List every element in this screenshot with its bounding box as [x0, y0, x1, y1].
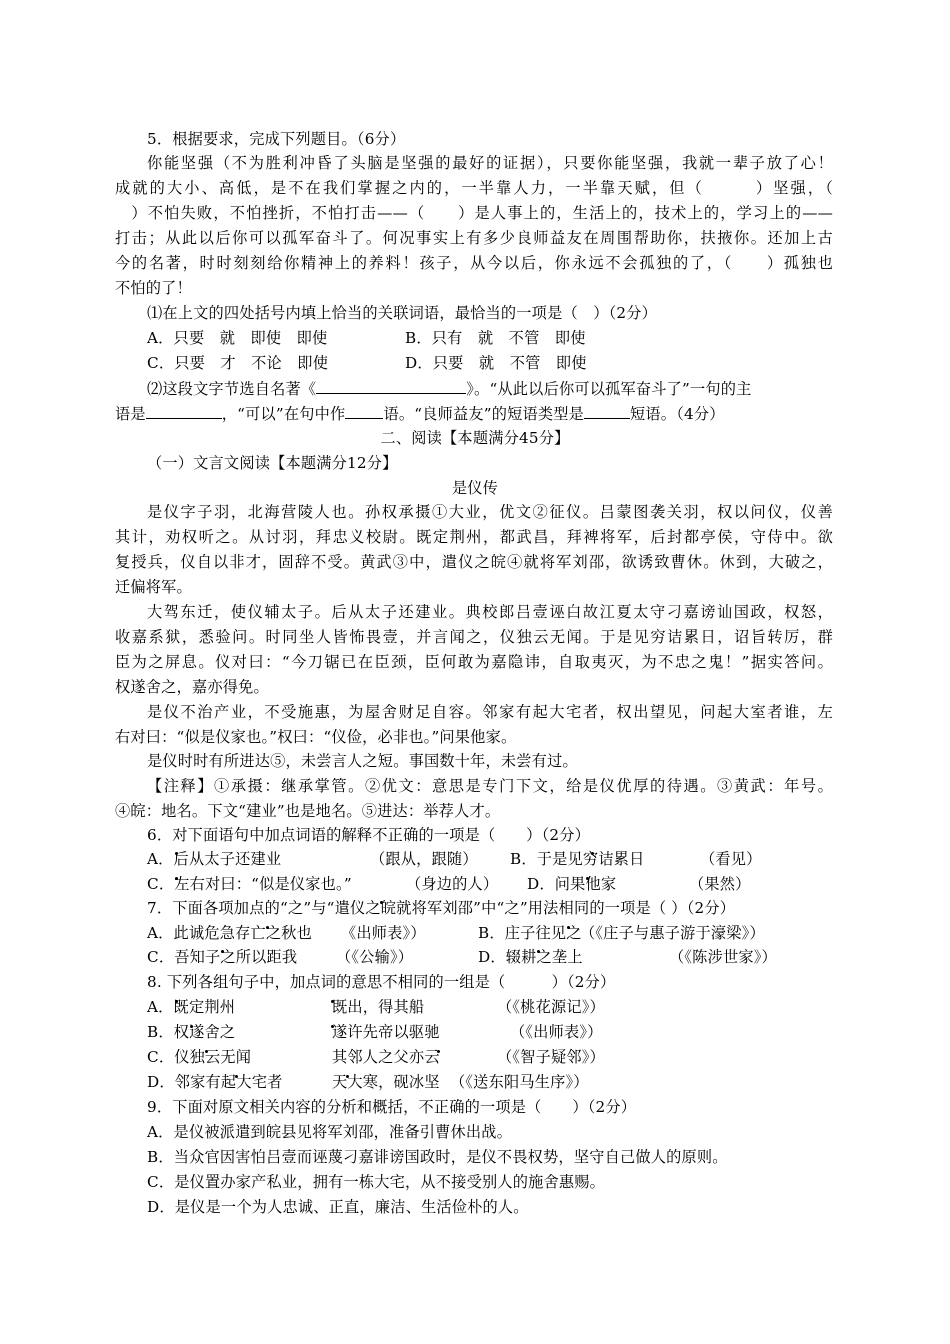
subsection-1-heading: （一）文言文阅读【本题满分12分】 — [147, 454, 398, 472]
q5-passage-line-2: 成就的大小、高低，是不在我们掌握之内的，一半靠人力，一半靠天赋，但（ ）坚强，（ — [115, 179, 833, 197]
q5-sub2-text-c: 语是 — [115, 405, 146, 423]
q9-option-b: B．当众官因害怕吕壹而诬蔑刁嘉诽谤国政时，是仪不畏权势，坚守自己做人的原则。 — [147, 1148, 728, 1166]
q9-stem: 9．下面对原文相关内容的分析和概括，不正确的一项是（ ）（2分） — [147, 1098, 637, 1116]
q5-sub2-text-f: 短语。（4分） — [630, 405, 725, 423]
q5-passage-line-5: 今的名著，时时刻刻给你精神上的养料！孩子，从今以后，你永远不会孤独的了，（ ）孤独也 — [115, 254, 833, 272]
q9-option-a: A．是仪被派遣到皖县见将军刘邵，准备引曹休出战。 — [147, 1123, 513, 1141]
q5-sub1-option-b: B．只有 就 不管 即使 — [405, 329, 586, 347]
title-answer-blank[interactable] — [316, 379, 466, 394]
classical-p1-line-3: 复授兵，仪自以非才，固辞不受。黄武③中，遣仪之皖④就将军刘邵，欲诱致曹休。休到，大破之， — [115, 553, 833, 571]
q6-option-b: B．于是见穷诘累日 — [510, 850, 645, 868]
q5-sub2-text-d: ，“可以”在句中作 — [221, 405, 346, 423]
q7-stem: 7．下面各项加点的“之”与“遣仪之皖就将军刘邵”中“之”用法相同的一项是（ ）（2分） — [147, 899, 736, 917]
classical-p1-line-2: 其计，劝权听之。从讨羽，拜忠义校尉。既定荆州，都武昌，拜裨将军，后封都亭侯，守侍中。欲 — [115, 528, 833, 546]
q7-option-c: C．吾知子之所以距我 — [147, 948, 298, 966]
q7-option-b: B．庄子往见之 — [478, 924, 582, 942]
q8-stem: 8. 下列各组句子中，加点词的意思不相同的一组是（ ）（2分） — [147, 973, 616, 991]
classical-text-title: 是仪传 — [451, 479, 499, 497]
q8-option-a-source: （《桃花源记》） — [497, 998, 605, 1016]
q6-option-a: A．后从太子还建业 — [147, 850, 282, 868]
q6-option-c-gloss: （身边的人） — [406, 875, 499, 893]
q8-option-a-compare: 既出，得其船 — [332, 998, 425, 1016]
q5-sub2-text-e: 语。“良师益友”的短语类型是 — [383, 405, 585, 423]
classical-p2-line-3: 臣为之屏息。仪对曰：“今刀锯已在臣颈，臣何敢为嘉隐讳，自取夷灭，为不忠之鬼！”据实答问。 — [115, 653, 833, 671]
q6-option-d: D．问果他家 — [527, 875, 617, 893]
q6-stem: 6．对下面语句中加点词语的解释不正确的一项是（ ）（2分） — [147, 826, 590, 844]
q9-option-c: C．是仪置办家产私业，拥有一栋大宅，从不接受别人的施舍惠赐。 — [147, 1173, 606, 1191]
q6-option-b-gloss: （看见） — [700, 850, 762, 868]
classical-p2-line-4: 权遂舍之，嘉亦得免。 — [115, 678, 269, 696]
classical-p1-line-1: 是仪字子羽，北海营陵人也。孙权承摄①大业，优文②征仪。吕蒙图袭关羽，权以问仪，仪善 — [147, 503, 833, 521]
notes-line-1: 【注释】①承摄：继承掌管。②优文：意思是专门下文，给是仪优厚的待遇。③黄武：年号。 — [147, 777, 833, 795]
notes-line-2: ④皖：地名。下文“建业”也是地名。⑤进达：举荐人才。 — [115, 802, 501, 820]
q5-passage-line-1: 你能坚强（不为胜利冲昏了头脑是坚强的最好的证据），只要你能坚强，我就一辈子放了心！ — [147, 154, 833, 172]
q8-option-b-source: （《出师表》） — [510, 1023, 603, 1041]
q5-sub1-stem: ⑴在上文的四处括号内填上恰当的关联词语，最恰当的一项是（ ）（2分） — [147, 304, 658, 322]
sentence-role-answer-blank[interactable] — [345, 404, 383, 419]
classical-p3-line-2: 右对曰：“似是仪家也。”权曰：“仪俭，必非也。”问果他家。 — [115, 728, 517, 746]
q5-title: 5．根据要求，完成下列题目。（6分） — [147, 130, 406, 148]
q7-option-d: D．辍耕之垄上 — [478, 948, 583, 966]
q7-option-c-source: （《公输》） — [336, 948, 414, 966]
q8-option-c-source: （《智子疑邻》） — [497, 1048, 605, 1066]
classical-p2-line-2: 收嘉系狱，悉验问。时同坐人皆怖畏壹，并言闻之，仪独云无闻。于是见穷诘累日，诏旨转厉，群 — [115, 628, 833, 646]
q7-option-d-source: （《陈涉世家》） — [669, 948, 777, 966]
q6-option-c: C．左右对曰：“似是仪家也。” — [147, 875, 352, 893]
phrase-type-answer-blank[interactable] — [584, 404, 630, 419]
q7-option-a: A．此诚危急存亡之秋也 — [147, 924, 313, 942]
classical-p3-line-1: 是仪不治产业，不受施惠，为屋舍财足自容。邻家有起大宅者，权出望见，问起大室者谁，左 — [147, 703, 833, 721]
q8-option-a: A．既定荆州 — [147, 998, 236, 1016]
classical-p2-line-1: 大驾东迁，使仪辅太子。后从太子还建业。典校郎吕壹诬白故江夏太守刁嘉谤讪国政，权怒， — [147, 603, 833, 621]
q8-option-d-source: （《送东阳马生序》） — [450, 1073, 589, 1091]
q5-passage-line-4: 打击；从此以后你可以孤军奋斗了。何况事实上有多少良师益友在周围帮助你，扶掖你。还加上古 — [115, 229, 833, 247]
classical-p4: 是仪时时有所进达⑤，未尝言人之短。事国数十年，未尝有过。 — [147, 752, 578, 770]
q5-sub1-option-d: D．只要 就 不管 即使 — [405, 354, 587, 372]
q5-passage-line-3: ）不怕失败，不怕挫折，不怕打击——（ ）是人事上的，生活上的，技术上的，学习上的—— — [115, 204, 833, 222]
q8-option-c-compare: 其邻人之父亦云 — [332, 1048, 440, 1066]
section-2-heading: 二、阅读【本题满分45分】 — [380, 429, 570, 447]
q9-option-d: D．是仪是一个为人忠诚、正直，廉洁、生活俭朴的人。 — [147, 1198, 529, 1216]
q6-option-d-gloss: （果然） — [689, 875, 751, 893]
q8-option-d: D．邻家有起大宅者 — [147, 1073, 283, 1091]
q7-option-a-source: 《出师表》） — [341, 924, 426, 942]
q5-sub1-option-a: A．只要 就 即使 即使 — [147, 329, 328, 347]
q8-option-d-compare: 天大寒，砚冰坚 — [332, 1073, 440, 1091]
q5-sub2-text-b: 》。“从此以后你可以孤军奋斗了”一句的主 — [466, 380, 752, 398]
q5-sub2-line-2 — [115, 404, 725, 423]
q5-passage-line-6: 不怕的了！ — [115, 279, 192, 297]
classical-p1-line-4: 迁偏将军。 — [115, 578, 192, 596]
q5-sub1-option-c: C．只要 才 不论 即使 — [147, 354, 329, 372]
q5-sub2-line-1 — [147, 379, 752, 398]
subject-answer-blank[interactable] — [146, 404, 222, 419]
q8-option-c: C．仪独云无闻 — [147, 1048, 252, 1066]
q8-option-b-compare: 遂许先帝以驱驰 — [332, 1023, 440, 1041]
q5-sub2-text-a: ⑵这段文字节选自名著《 — [147, 380, 317, 398]
q8-option-b: B．权遂舍之 — [147, 1023, 236, 1041]
q7-option-b-source: （《庄子与惠子游于濠梁》） — [580, 924, 765, 942]
q6-option-a-gloss: （跟从，跟随） — [370, 850, 478, 868]
